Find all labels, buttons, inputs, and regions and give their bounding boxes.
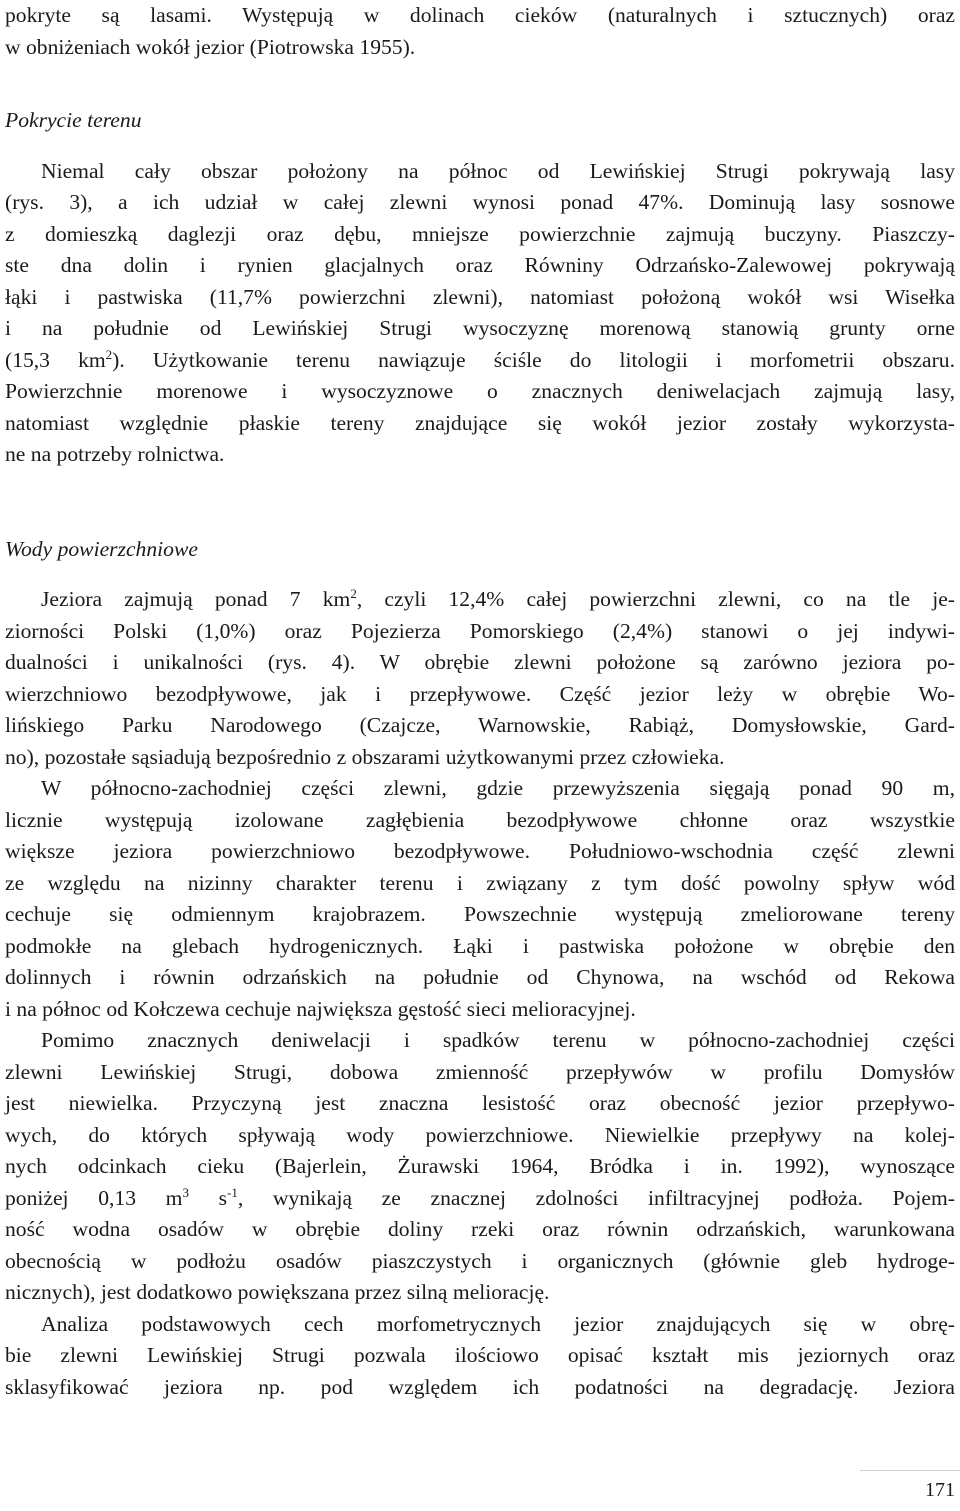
text-line: dualności i unikalności (rys. 4). W obrębie zlewni położone są zarówno jeziora po- <box>5 650 955 674</box>
footer-rule <box>860 1470 960 1471</box>
text-line: Niemal cały obszar położony na północ od Lewińskiej Strugi pokrywają lasy <box>41 158 955 183</box>
text-line: ste dna dolin i rynien glacjalnych oraz Równiny Odrzańsko-Zalewowej pokrywają <box>5 253 955 277</box>
paragraph-lakes <box>5 584 955 773</box>
text-line: licznie występują izolowane zagłębienia bezodpływowe chłonne oraz wszystkie <box>5 807 955 832</box>
text-line: Powierzchnie morenowe i wysoczyznowe o znacznych deniwelacjach zajmują lasy, <box>5 379 955 403</box>
text-line: zlewni Lewińskiej Strugi, dobowa zmienność przepływów w profilu Domysłów <box>5 1059 955 1084</box>
text-line: wych, do których spływają wody powierzchniowe. Niewielkie przepływy na kolej- <box>5 1122 955 1147</box>
text-line: obecnością w podłożu osadów piaszczystych i organicznych (głównie gleb hydroge- <box>5 1248 955 1273</box>
text-line: sklasyfikować jeziora np. pod względem ich podatności na degradację. Jeziora <box>5 1374 955 1399</box>
paragraph-land-cover <box>5 156 955 471</box>
text-line: większe jeziora powierzchniowo bezodpływowe. Południowo-wschodnia część zlewni <box>5 839 955 863</box>
text-line: nicznych), jest dodatkowo powiększana przez silną meliorację. <box>5 1280 550 1304</box>
text-line: pokryte są lasami. Występują w dolinach cieków (naturalnych i sztucznych) oraz <box>5 3 955 27</box>
text-line: i na północ od Kołczewa cechuje największa gęstość sieci melioracyjnej. <box>5 996 636 1021</box>
text-line: Pomimo znacznych deniwelacji i spadków terenu w północno-zachodniej części <box>41 1028 955 1052</box>
text-line: ność wodna osadów w obrębie doliny rzeki oraz równin odrzańskich, warunkowana <box>5 1217 955 1241</box>
text-line: bie zlewni Lewińskiej Strugi pozwala ilościowo opisać kształt mis jeziornych oraz <box>5 1343 955 1367</box>
text-line: wierzchniowo bezodpływowe, jak i przepływowe. Część jezior leży w obrębie Wo- <box>5 681 955 706</box>
text-line: (15,3 $km^2$). Użytkowanie terenu nawiązuje ściśle do litologii i morfometrii obszaru. <box>5 346 955 372</box>
text-line: W północno-zachodniej części zlewni, gdzie przewyższenia sięgają ponad 90 m, <box>41 776 955 800</box>
text-line: w obniżeniach wokół jezior (Piotrowska 1955). <box>5 34 416 59</box>
text-line: ne na potrzeby rolnictwa. <box>5 442 225 466</box>
text-line: łąki i pastwiska (11,7% powierzchni zlewni), natomiast położoną wokół wsi Wisełka <box>5 284 955 309</box>
section-heading-surface-waters: Wody powierzchniowe <box>5 536 198 561</box>
text-line: (rys. 3), a ich udział w całej zlewni wynosi ponad 47%. Dominują lasy sosnowe <box>5 190 955 214</box>
text-line: ziorności Polski (1,0%) oraz Pojezierza Pomorskiego (2,4%) stanowi o jej indywi- <box>5 618 955 643</box>
paragraph-northwest <box>5 773 955 1025</box>
section-heading-land-cover: Pokrycie terenu <box>5 108 142 132</box>
text-line: i na południe od Lewińskiej Strugi wysoczyznę morenową stanowią grunty orne <box>5 316 955 340</box>
text-line: Analiza podstawowych cech morfometrycznych jezior znajdujących się w obrę- <box>41 1311 955 1336</box>
paragraph-morphometry <box>5 1309 955 1404</box>
text-line: natomiast względnie płaskie tereny znajdujące się wokół jezior zostały wykorzysta- <box>5 410 955 435</box>
text-line: podmokłe na glebach hydrogenicznych. Łąki i pastwiska położone w obrębie den <box>5 933 955 958</box>
paragraph-flow <box>5 1025 955 1309</box>
text-line: cechuje się odmiennym krajobrazem. Powszechnie występują zmeliorowane tereny <box>5 902 955 926</box>
text-line: poniżej 0,13 $m^3$ $s^{-1}$, wynikają ze znacznej zdolności infiltracyjnej podłoża. Pojem- <box>5 1184 955 1210</box>
text-line: ze względu na nizinny charakter terenu i związany z tym dość powolny spływ wód <box>5 870 955 895</box>
text-line: nych odcinkach cieku (Bajerlein, Żurawski 1964, Bródka i in. 1992), wynoszące <box>5 1154 955 1178</box>
text-line: jest niewielka. Przyczyną jest znaczna lesistość oraz obecność jezior przepływo- <box>5 1091 955 1115</box>
text-line: Jeziora zajmują ponad 7 $km^2$, czyli 12,4% całej powierzchni zlewni, co na tle je- <box>41 586 955 611</box>
page-number: 171 <box>925 1479 955 1501</box>
text-line: no), pozostałe sąsiadują bezpośrednio z obszarami użytkowanymi przez człowieka. <box>5 744 725 769</box>
paragraph-intro <box>5 0 955 63</box>
text-line: z domieszką daglezji oraz dębu, mniejsze powierzchnie zajmują buczyny. Piaszczy- <box>5 221 955 246</box>
page-body <box>5 0 955 1403</box>
text-line: lińskiego Parku Narodowego (Czajcze, Warnowskie, Rabiąż, Domysłowskie, Gard- <box>5 713 955 737</box>
text-line: dolinnych i równin odrzańskich na południe od Chynowa, na wschód od Rekowa <box>5 965 955 989</box>
